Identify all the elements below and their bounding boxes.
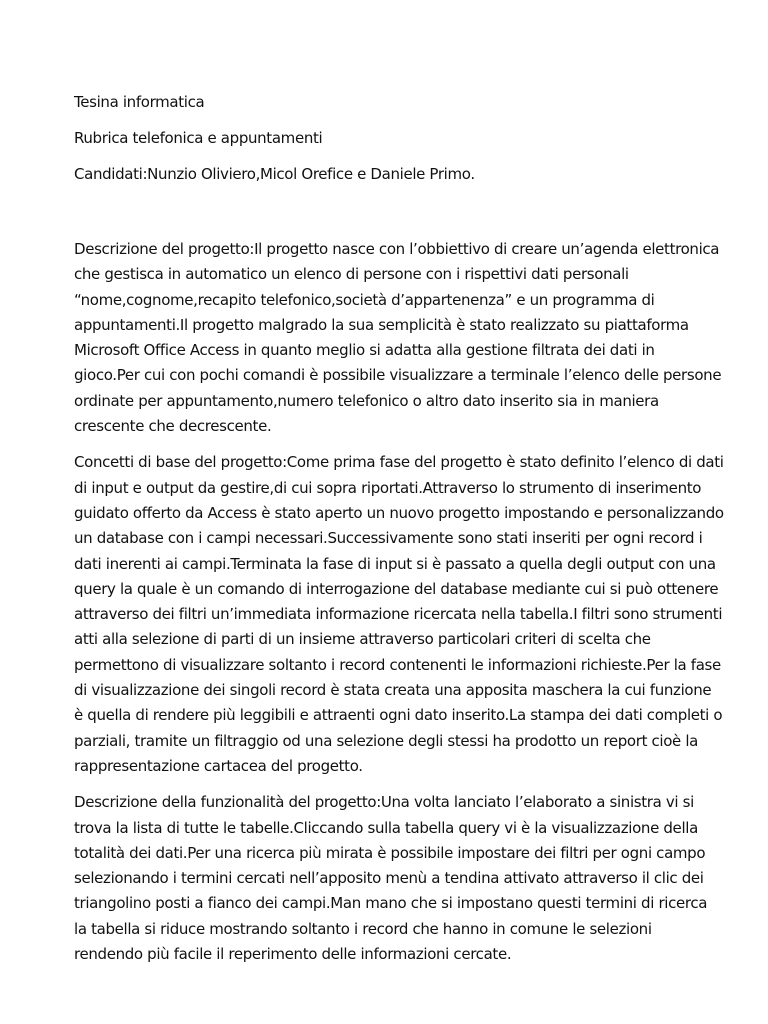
paragraph-project-description: Descrizione del progetto:Il progetto nasce con l’obbiettivo di creare un’agenda elettronica che gestisca in automatico un elenco di persone con i rispettivi dati personali “nome,cognome,recapito telefonico,società d’appartenenza” e un programma di appuntamenti.Il progetto malgrado la sua semplicità è stato realizzato su piattaforma Microsoft Office Access in quanto meglio si adatta alla gestione filtrata dei dati in gioco.Per cui con pochi comandi è possibile visualizzare a terminale l’elenco delle persone ordinate per appuntamento,numero telefonico o altro dato inserito sia in maniera crescente che decrescente. [74,240,722,436]
paragraph-basic-concepts: Concetti di base del progetto:Come prima fase del progetto è stato definito l’elenco di dati di input e output da gestire,di cui sopra riportati.Attraverso lo strumento di inserimento guidato offerto da Access è stato aperto un nuovo progetto impostando e personalizzando un database con i campi necessari.Successivamente sono stati inseriti per ogni record i dati inerenti ai campi.Terminata la fase di input si è passato a quella degli output con una query la quale è un comando di interrogazione del database mediante cui si può ottenere attraverso dei filtri un’immediata informazione ricercata nella tabella.I filtri sono strumenti atti alla selezione di parti di un insieme attraverso particolari criteri di scelta che permettono di visualizzare soltanto i record contenenti le informazioni richieste.Per la fase di visualizzazione dei singoli record è stata creata una apposita maschera la cui funzione è quella di rendere più leggibili e attraenti ogni dato inserito.La stampa dei dati completi o parziali, tramite un filtraggio od una selezione degli stessi ha prodotto un report cioè la rappresentazione cartacea del progetto. [74,453,724,775]
document-page [74,91,724,978]
document-subtitle: Rubrica telefonica e appuntamenti [74,129,323,147]
candidates-line: Candidati:Nunzio Oliviero,Micol Orefice e Daniele Primo. [74,165,475,183]
document-title: Tesina informatica [74,93,205,111]
paragraph-functionality: Descrizione della funzionalità del progetto:Una volta lanciato l’elaborato a sinistra vi si trova la lista di tutte le tabelle.Cliccando sulla tabella query vi è la visualizzazione della totalità dei dati.Per una ricerca più mirata è possibile impostare dei filtri per ogni campo selezionando i termini cercati nell’apposito menù a tendina attivato attraverso il clic dei triangolino posti a fianco dei campi.Man mano che si impostano questi termini di ricerca la tabella si riduce mostrando soltanto i record che hanno in comune le selezioni rendendo più facile il reperimento delle informazioni cercate. [74,793,708,964]
